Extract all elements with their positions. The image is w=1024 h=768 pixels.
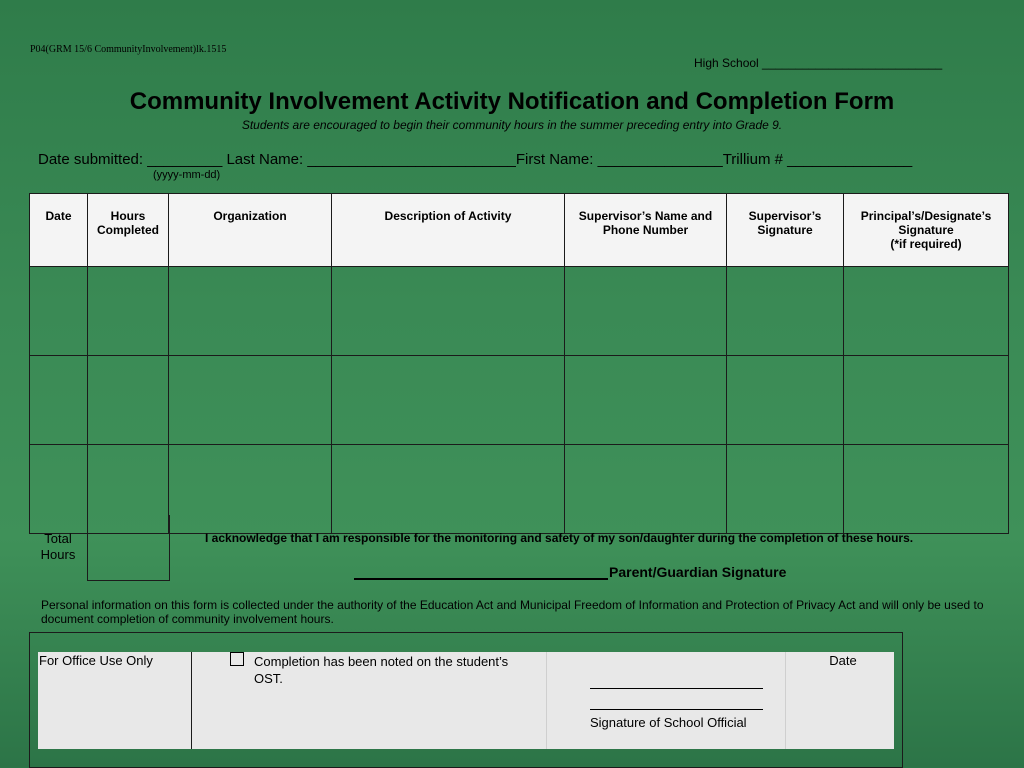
- school-official-signature-cell: [547, 652, 786, 749]
- office-date-label: Date: [829, 653, 857, 668]
- parent-signature-label: Parent/Guardian Signature: [609, 564, 787, 580]
- cell-date[interactable]: [30, 356, 88, 445]
- cell-principal-signature[interactable]: [844, 267, 1009, 356]
- office-date-cell[interactable]: [786, 652, 894, 749]
- cell-principal-signature[interactable]: [844, 445, 1009, 534]
- cell-supervisor-name[interactable]: [565, 356, 727, 445]
- parent-acknowledgement: I acknowledge that I am responsible for the monitoring and safety of my son/daughter during the completion of these hours.: [205, 531, 914, 545]
- col-supervisor-signature-label: Supervisor’s Signature: [748, 209, 822, 237]
- office-use-section: [29, 632, 903, 768]
- parent-signature-line[interactable]: [354, 563, 608, 580]
- cell-hours[interactable]: [88, 356, 169, 445]
- col-hours-completed: [88, 194, 169, 267]
- cell-supervisor-signature[interactable]: [727, 267, 844, 356]
- total-hours-box[interactable]: [87, 515, 170, 581]
- privacy-notice: Personal information on this form is collected under the authority of the Education Act and Municipal Freedom of Information and Protection of Privacy Act and will only be used to document completion of community involvement hours.: [41, 598, 984, 626]
- col-organization: Organization: [169, 194, 332, 267]
- col-supervisor-name: [565, 194, 727, 267]
- form-code: P04(GRM 15/6 CommunityInvolvement)lk.1515: [30, 44, 227, 55]
- col-hours-completed-label: Hours Completed: [96, 209, 159, 237]
- page-subtitle: Students are encouraged to begin their community hours in the summer preceding entry into Grade 9.: [241, 118, 783, 132]
- date-format-hint: (yyyy-mm-dd): [153, 169, 221, 181]
- table-row: [30, 356, 1009, 445]
- office-use-label: For Office Use Only: [39, 653, 153, 668]
- cell-organization[interactable]: [169, 356, 332, 445]
- cell-principal-signature[interactable]: [844, 356, 1009, 445]
- table-row: [30, 267, 1009, 356]
- cell-description[interactable]: [332, 445, 565, 534]
- col-principal-signature: [844, 194, 1009, 267]
- cell-date[interactable]: [30, 267, 88, 356]
- cell-organization[interactable]: [169, 267, 332, 356]
- office-label-cell: [38, 652, 192, 749]
- cell-description[interactable]: [332, 356, 565, 445]
- official-signature-line[interactable]: [590, 688, 763, 689]
- table-header-row: [30, 194, 1009, 267]
- cell-supervisor-name[interactable]: [565, 267, 727, 356]
- high-school-field[interactable]: High School ___________________________: [694, 56, 943, 70]
- student-info-line[interactable]: Date submitted: _________ Last Name: _________________________First Name: _______________Trillium # _______________: [38, 151, 913, 168]
- cell-supervisor-name[interactable]: [565, 445, 727, 534]
- cell-supervisor-signature[interactable]: [727, 356, 844, 445]
- official-signature-line[interactable]: [590, 709, 763, 710]
- col-supervisor-signature: [727, 194, 844, 267]
- col-description: Description of Activity: [332, 194, 565, 267]
- completion-note: Completion has been noted on the student’s OST.: [254, 654, 509, 686]
- col-date: Date: [30, 194, 88, 267]
- completion-checkbox[interactable]: [230, 652, 244, 666]
- table-row: [30, 445, 1009, 534]
- cell-description[interactable]: [332, 267, 565, 356]
- completion-note-cell: [192, 652, 547, 749]
- cell-supervisor-signature[interactable]: [727, 445, 844, 534]
- cell-organization[interactable]: [169, 445, 332, 534]
- cell-hours[interactable]: [88, 267, 169, 356]
- total-hours-label: Total Hours: [40, 531, 76, 562]
- col-principal-signature-label: Principal’s/Designate’s Signature (*if required): [860, 209, 992, 251]
- activity-table: [29, 193, 1009, 534]
- cell-date[interactable]: [30, 445, 88, 534]
- page-title: Community Involvement Activity Notification and Completion Form: [129, 88, 895, 115]
- col-supervisor-name-label: Supervisor’s Name and Phone Number: [578, 209, 713, 237]
- official-signature-label: Signature of School Official: [590, 715, 747, 730]
